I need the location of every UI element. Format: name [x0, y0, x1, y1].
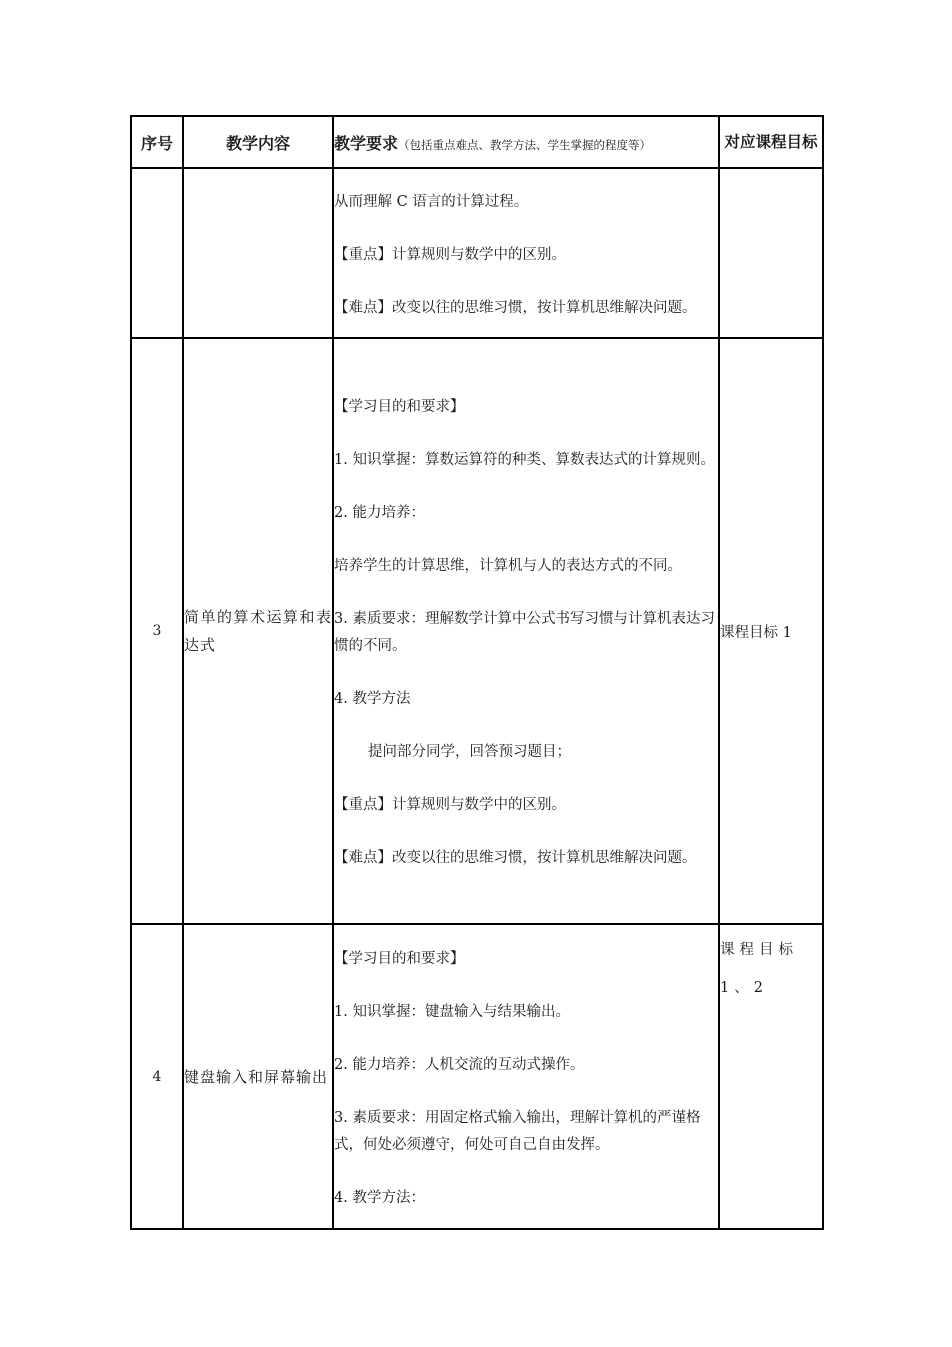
header-content: 教学内容	[183, 116, 333, 168]
row-requirements	[333, 338, 719, 924]
row-goal: 课程目标 1	[719, 338, 823, 924]
req-paragraph: 【学习目的和要求】	[334, 399, 465, 415]
req-paragraph: 培养学生的计算思维，计算机与人的表达方式的不同。	[334, 558, 682, 574]
header-requirements	[333, 116, 719, 168]
header-course-goal: 对应课程目标	[719, 116, 823, 168]
table-row	[131, 338, 823, 924]
syllabus-table	[130, 115, 824, 1230]
header-requirements-title: 教学要求	[334, 133, 399, 153]
table-row	[131, 168, 823, 338]
req-paragraph: 从而理解 C 语言的计算过程。	[334, 193, 529, 210]
row-content: 键盘输入和屏幕输出	[183, 924, 333, 1229]
req-paragraph: 1. 知识掌握：键盘输入与结果输出。	[334, 1003, 570, 1020]
row-seq: 4	[131, 924, 183, 1229]
req-paragraph: 2. 能力培养：人机交流的互动式操作。	[334, 1056, 585, 1073]
req-paragraph: 提问部分同学，回答预习题目；	[368, 744, 571, 760]
row-content: 简单的算术运算和表达式	[183, 338, 333, 924]
req-paragraph: 4. 教学方法	[334, 691, 411, 707]
header-seq: 序号	[131, 116, 183, 168]
header-row	[131, 116, 823, 168]
req-paragraph: 【重点】计算规则与数学中的区别。	[334, 246, 566, 263]
req-paragraph: 3. 素质要求：理解数学计算中公式书写习惯与计算机表达习惯的不同。	[334, 611, 715, 654]
row-seq	[131, 168, 183, 338]
row-goal: 课程目标 1、2	[719, 924, 823, 1229]
req-paragraph: 2. 能力培养：	[334, 505, 425, 521]
req-paragraph: 1. 知识掌握：算数运算符的种类、算数表达式的计算规则。	[334, 452, 715, 468]
table-row	[131, 924, 823, 1229]
req-paragraph: 【难点】改变以往的思维习惯，按计算机思维解决问题。	[334, 850, 697, 866]
req-paragraph: 【重点】计算规则与数学中的区别。	[334, 797, 566, 813]
row-goal	[719, 168, 823, 338]
header-requirements-note: （包括重点难点、教学方法、学生掌握的程度等）	[398, 137, 652, 152]
row-content	[183, 168, 333, 338]
req-paragraph: 【难点】改变以往的思维习惯，按计算机思维解决问题。	[334, 299, 697, 316]
req-paragraph: 4. 教学方法：	[334, 1189, 425, 1206]
row-requirements	[333, 924, 719, 1229]
req-paragraph: 3. 素质要求：用固定格式输入输出，理解计算机的严谨格式，何处必须遵守，何处可自己自由发挥。	[334, 1109, 701, 1153]
row-seq: 3	[131, 338, 183, 924]
row-requirements	[333, 168, 719, 338]
req-paragraph: 【学习目的和要求】	[334, 950, 465, 967]
